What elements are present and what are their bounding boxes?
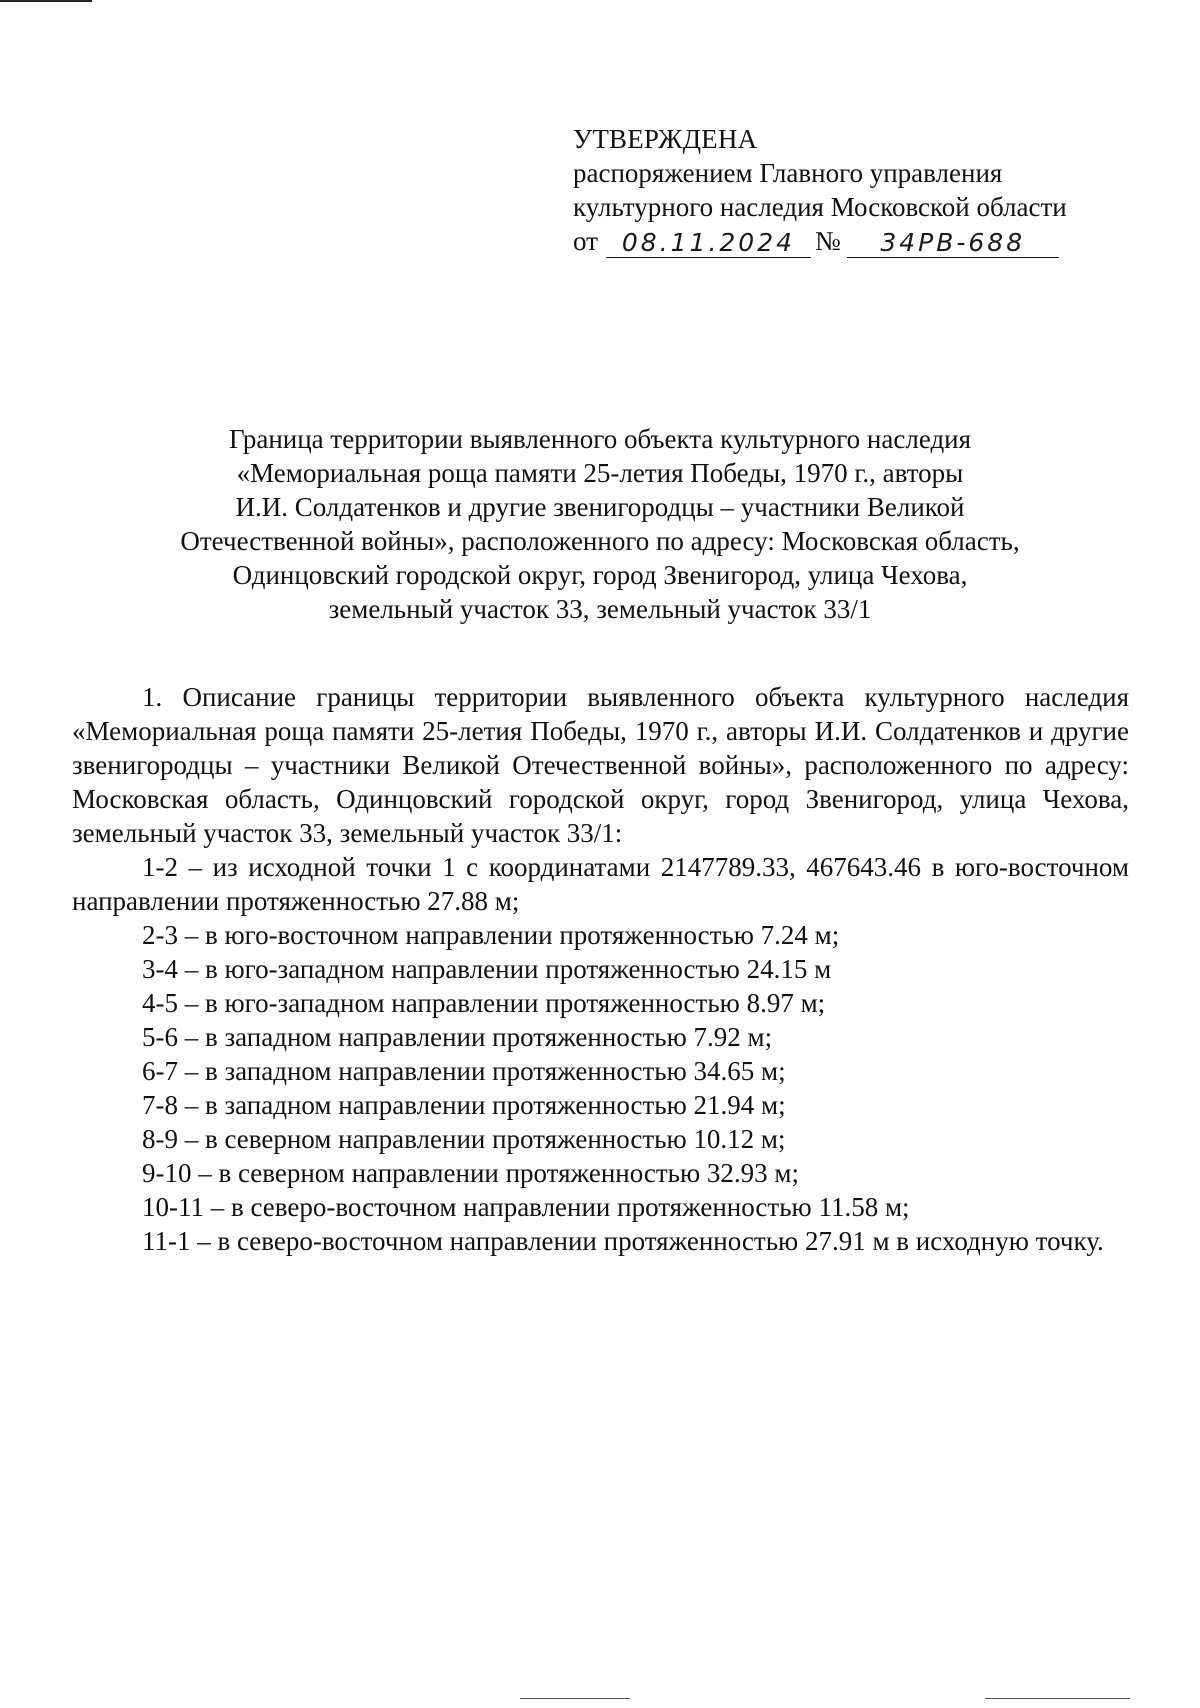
boundary-segment: 10-11 – в северо-восточном направлении протяженностью 11.58 м;: [142, 1192, 910, 1222]
scan-edge-mark: [520, 1698, 630, 1699]
approval-title: УТВЕРЖДЕНА: [573, 124, 758, 154]
heading-line: Одинцовский городской округ, город Звенигород, улица Чехова,: [232, 560, 968, 590]
boundary-segment: 1-2 – из исходной точки 1 с координатами 2147789.33, 467643.46 в юго-восточном направлении протяженностью 27.88 м;: [72, 852, 1129, 916]
approval-block: [573, 122, 1093, 258]
approval-line-1: распоряжением Главного управления: [573, 158, 1003, 188]
boundary-segment: 8-9 – в северном направлении протяженностью 10.12 м;: [142, 1124, 786, 1154]
approval-line-2: культурного наследия Московской области: [573, 192, 1067, 222]
boundary-segment: 4-5 – в юго-западном направлении протяженностью 8.97 м;: [142, 988, 826, 1018]
scan-edge-mark: [985, 1698, 1130, 1699]
heading-line: Отечественной войны», расположенного по адресу: Московская область,: [180, 526, 1020, 556]
boundary-segment: 2-3 – в юго-восточном направлении протяженностью 7.24 м;: [142, 920, 840, 950]
number-label: №: [814, 226, 841, 256]
document-body: [72, 680, 1129, 1258]
heading-line: земельный участок 33, земельный участок 33/1: [328, 594, 872, 624]
heading-line: И.И. Солдатенков и другие звенигородцы – участники Великой: [235, 492, 965, 522]
boundary-segment: 9-10 – в северном направлении протяженностью 32.93 м;: [142, 1158, 800, 1188]
approval-date-line: [573, 224, 1093, 258]
description-intro: 1. Описание границы территории выявленного объекта культурного наследия «Мемориальная роща памяти 25-летия Победы, 1970 г., авторы И.И. Солдатенков и другие звенигородцы – участники Великой Отечественной войны», расположенного по адресу: Московская область, Одинцовский городской округ, город Звенигород, улица Чехова, земельный участок 33, земельный участок 33/1:: [72, 682, 1129, 848]
boundary-segment: 6-7 – в западном направлении протяженностью 34.65 м;: [142, 1056, 786, 1086]
boundary-segment: 3-4 – в юго-западном направлении протяженностью 24.15 м: [142, 954, 832, 984]
heading-line: «Мемориальная роща памяти 25-летия Победы, 1970 г., авторы: [236, 458, 964, 488]
document-heading: [120, 422, 1080, 626]
from-label: от: [573, 226, 598, 256]
boundary-segment: 11-1 – в северо-восточном направлении протяженностью 27.91 м в исходную точку.: [142, 1226, 1104, 1256]
handwritten-date: 08.11.2024: [606, 229, 811, 258]
handwritten-number: 34РВ-688: [847, 229, 1059, 258]
boundary-segment: 7-8 – в западном направлении протяженностью 21.94 м;: [142, 1090, 786, 1120]
scan-edge-mark: [0, 0, 92, 2]
heading-line: Граница территории выявленного объекта культурного наследия: [228, 424, 972, 454]
boundary-segment: 5-6 – в западном направлении протяженностью 7.92 м;: [142, 1022, 773, 1052]
